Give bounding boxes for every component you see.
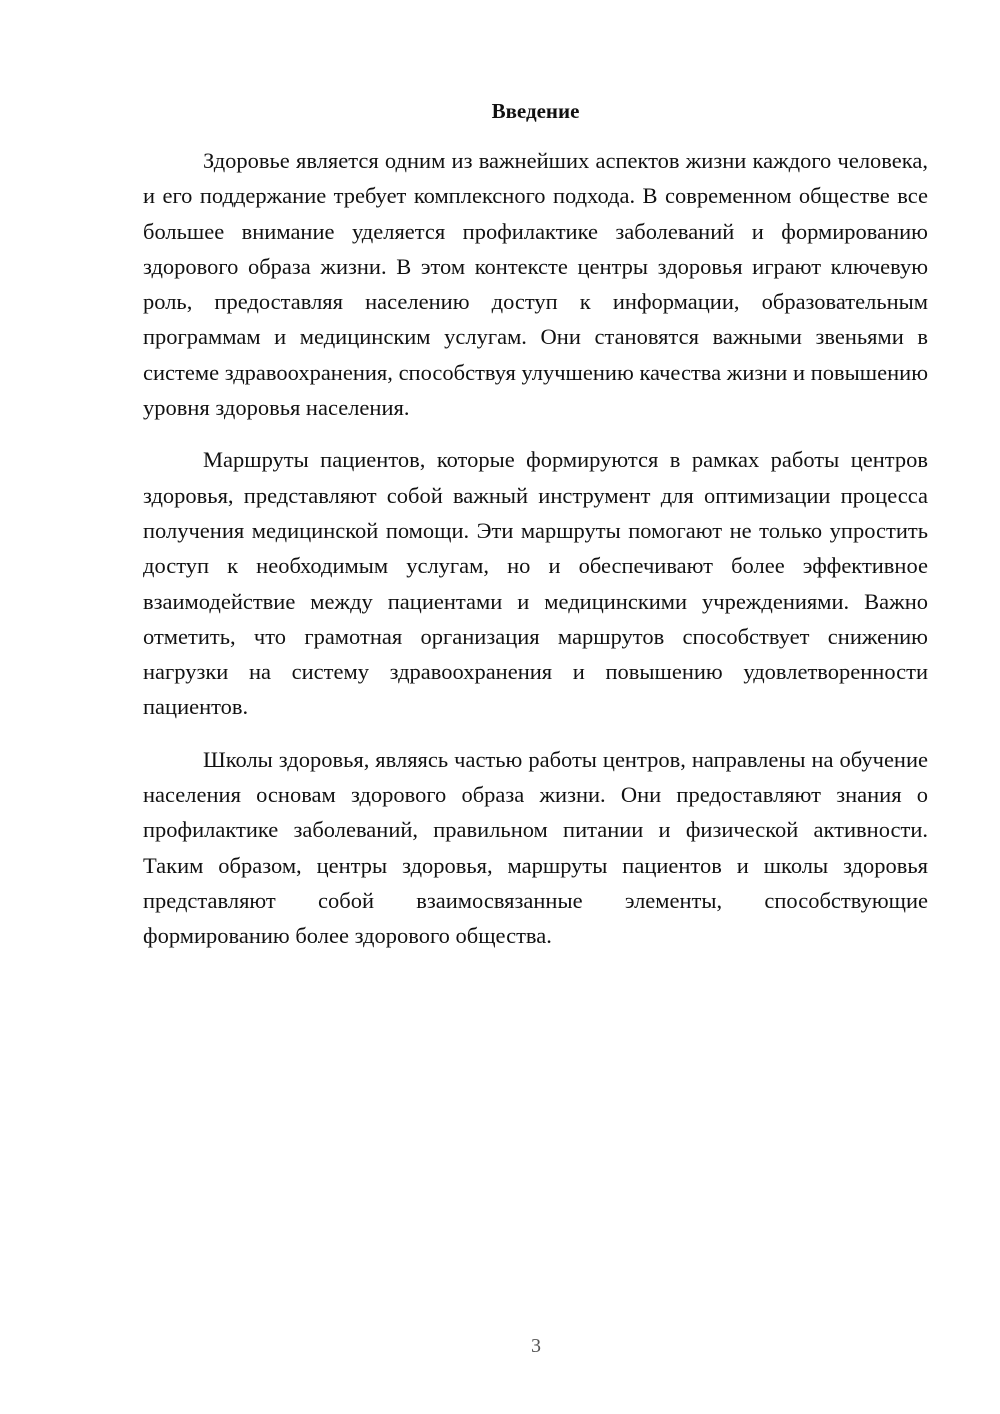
section-heading: Введение	[491, 99, 580, 123]
body-text	[143, 143, 928, 954]
paragraph: Маршруты пациентов, которые формируются в рамках работы центров здоровья, представляют собой важный инструмент для оптимизации процесса получения медицинской помощи. Эти маршруты помогают не только упростить доступ к необходимым услугам, но и обеспечивают более эффективное взаимодействие между пациентами и медицинскими учреждениями. Важно отметить, что грамотная организация маршрутов способствует снижению нагрузки на систему здравоохранения и повышению удовлетворенности пациентов.	[143, 447, 928, 720]
paragraph: Школы здоровья, являясь частью работы центров, направлены на обучение населения основам здорового образа жизни. Они предоставляют знания о профилактике заболеваний, правильном питании и физической активности. Таким образом, центры здоровья, маршруты пациентов и школы здоровья представляют собой взаимосвязанные элементы, способствующие формированию более здорового общества.	[143, 746, 928, 949]
paragraph: Здоровье является одним из важнейших аспектов жизни каждого человека, и его поддержание требует комплексного подхода. В современном обществе все большее внимание уделяется профилактике заболеваний и формированию здорового образа жизни. В этом контексте центры здоровья играют ключевую роль, предоставляя населению доступ к информации, образовательным программам и медицинским услугам. Они становятся важными звеньями в системе здравоохранения, способствуя улучшению качества жизни и повышению уровня здоровья населения.	[143, 148, 928, 421]
page-number: 3	[531, 1335, 541, 1357]
